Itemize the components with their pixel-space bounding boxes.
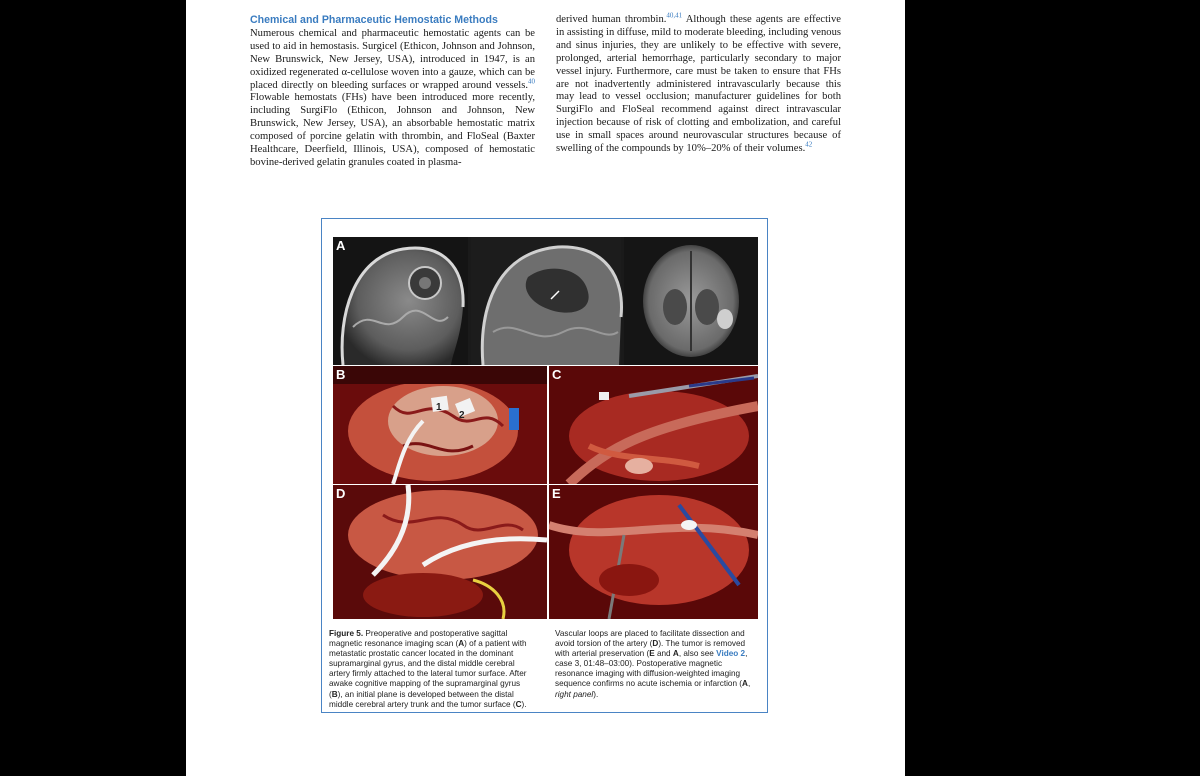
right-paragraph: derived human thrombin.$^{40,41}$ Although these agents are effective in assisting in diffuse, mild to moderate bleeding, including venous and sinus injuries, they are unlikely to be effective with severe, prolonged, arterial hemorrhage, particularly secondary to major vessel injury. Furthermore, care must be taken to ensure that FHs are not inadvertently administered intravascularly because this may lead to vessel occlusion; manufacturer guidelines for both SurgiFlo and FloSeal recommend against direct intravascular injection because of risk of clotting and embolization, and careful use in small spaces around neurovascular structures because of swelling of the compounds by 10%–20% of their volumes.$^{42}$ bbox=[556, 11, 841, 155]
panel-a-mri bbox=[333, 237, 758, 365]
left-paragraph: Numerous chemical and pharmaceutic hemostatic agents can be used to aid in hemostasis. Surgicel (Ethicon, Johnson and Johnson, New Brunswick, New Jersey, USA), introduced in 1947, is an oxidized regenerated α-cellulose woven into a gauze, which can be placed directly on bleeding surfaces or wrapped around vessels.$^{40}$ Flowable hemostats (FHs) have been introduced more recently, including SurgiFlo (Ethicon, Johnson and Johnson, New Brunswick, New Jersey, USA), an absorbable hemostatic matrix composed of porcine gelatin with thrombin, and FloSeal (Baxter Healthcare, Deerfield, Illinois, USA), composed of hemostatic bovine-derived gelatin granules coated in plasma- bbox=[250, 27, 535, 168]
citation-link[interactable]: 42 bbox=[805, 140, 813, 149]
surgical-photo-d bbox=[333, 485, 547, 619]
brain-tag-1: 1 bbox=[436, 402, 442, 413]
panel-label-e: E bbox=[552, 486, 561, 501]
mri-images bbox=[333, 237, 758, 365]
video-link[interactable]: Video 2 bbox=[716, 649, 746, 659]
figure-caption-right: Vascular loops are placed to facilitate dissection and avoid torsion of the artery (D). The tumor is removed with arterial preservation (E and A, also see Video 2, case 3, 01:48–03:00). Postoperative magnetic resonance imaging with diffusion-weighted imaging sequence confirms no acute ischemia or infarction (A, right panel). bbox=[555, 629, 751, 699]
figure-caption-left: Figure 5. Preoperative and postoperative sagittal magnetic resonance imaging scan (A) of a patient with metastatic prostatic cancer located in the dominant supramarginal gyrus, and the distal middle cerebral artery firmly attached to the lateral tumor surface. After awake cognitive mapping of the supramarginal gyrus (B), an initial plane is developed between the distal middle cerebral artery trunk and the tumor surface (C). bbox=[329, 629, 527, 709]
panel-d-photo bbox=[333, 485, 547, 619]
section-heading: Chemical and Pharmaceutic Hemostatic Methods bbox=[250, 14, 498, 26]
brain-tag-2: 2 bbox=[459, 410, 465, 421]
panel-b-photo bbox=[333, 366, 547, 484]
surgical-photo-e bbox=[549, 485, 758, 619]
surgical-photo-c bbox=[549, 366, 758, 484]
document-page bbox=[186, 0, 905, 776]
panel-c-photo bbox=[549, 366, 758, 484]
figure-5 bbox=[321, 218, 768, 713]
citation-link[interactable]: 40 bbox=[528, 77, 535, 85]
panel-label-a: A bbox=[336, 238, 346, 253]
right-column bbox=[556, 11, 841, 156]
surgical-photo-b bbox=[333, 366, 547, 484]
citation-link[interactable]: 40,41 bbox=[666, 11, 683, 20]
panel-e-photo bbox=[549, 485, 758, 619]
panel-label-b: B bbox=[336, 367, 346, 382]
panel-label-d: D bbox=[336, 486, 346, 501]
left-column bbox=[250, 14, 535, 170]
panel-label-c: C bbox=[552, 367, 562, 382]
